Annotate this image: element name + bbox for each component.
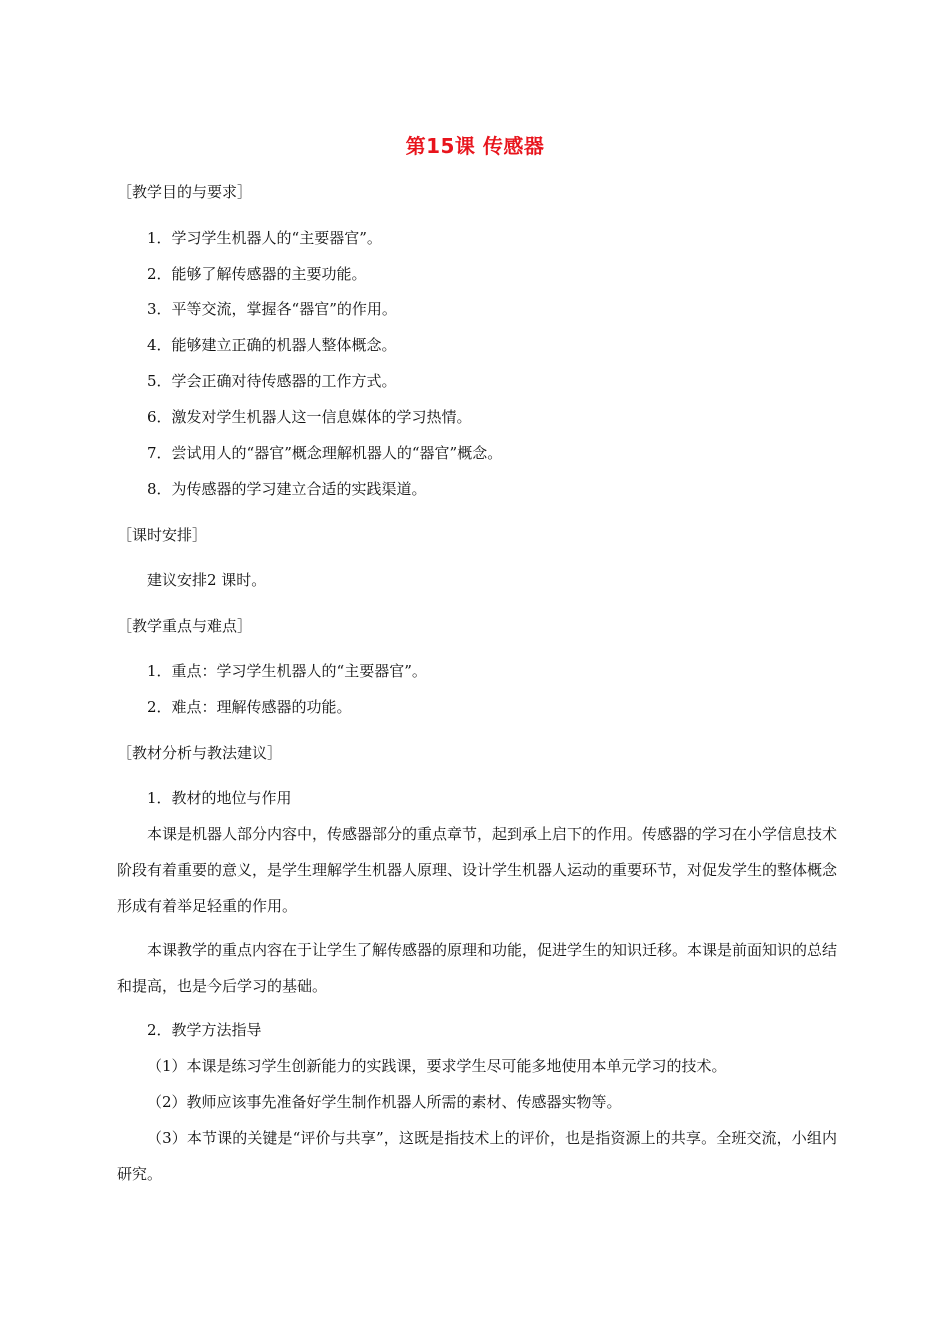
list-item: 2．难点：理解传感器的功能。 — [147, 698, 352, 716]
list-item: 1．学习学生机器人的“主要器官”。 — [147, 229, 382, 247]
method-item: （3）本节课的关键是“评价与共享”，这既是指技术上的评价，也是指资源上的共享。全班交流，小组内研究。 — [117, 1129, 837, 1183]
section-heading-analysis: ［教材分析与教法建议］ — [117, 744, 283, 762]
list-item: 7．尝试用人的“器官”概念理解机器人的“器官”概念。 — [147, 444, 503, 462]
section-heading-goals: ［教学目的与要求］ — [117, 183, 253, 201]
subheading-role: 1．教材的地位与作用 — [147, 789, 292, 807]
schedule-text: 建议安排2 课时。 — [147, 571, 267, 589]
list-item: 5．学会正确对待传感器的工作方式。 — [147, 372, 397, 390]
list-item: 6．激发对学生机器人这一信息媒体的学习热情。 — [147, 408, 472, 426]
list-item: 3．平等交流，掌握各“器官”的作用。 — [147, 300, 397, 318]
method-item: （1）本课是练习学生创新能力的实践课，要求学生尽可能多地使用本单元学习的技术。 — [147, 1057, 727, 1075]
list-item: 4．能够建立正确的机器人整体概念。 — [147, 336, 397, 354]
list-item: 1．重点：学习学生机器人的“主要器官”。 — [147, 662, 427, 680]
page-title: 第15课 传感器 — [405, 134, 545, 158]
paragraph-focus: 本课教学的重点内容在于让学生了解传感器的原理和功能，促进学生的知识迁移。本课是前面知识的总结和提高，也是今后学习的基础。 — [117, 941, 838, 995]
list-item: 2．能够了解传感器的主要功能。 — [147, 265, 367, 283]
list-item: 8．为传感器的学习建立合适的实践渠道。 — [147, 480, 427, 498]
method-item: （2）教师应该事先准备好学生制作机器人所需的素材、传感器实物等。 — [147, 1093, 622, 1111]
section-heading-schedule: ［课时安排］ — [117, 526, 208, 544]
paragraph-role: 本课是机器人部分内容中，传感器部分的重点章节，起到承上启下的作用。传感器的学习在小学信息技术阶段有着重要的意义，是学生理解学生机器人原理、设计学生机器人运动的重要环节，对促发学生的整体概念形成有着举足轻重的作用。 — [117, 825, 838, 915]
section-heading-keypoints: ［教学重点与难点］ — [117, 617, 253, 635]
subheading-method: 2．教学方法指导 — [147, 1021, 262, 1039]
